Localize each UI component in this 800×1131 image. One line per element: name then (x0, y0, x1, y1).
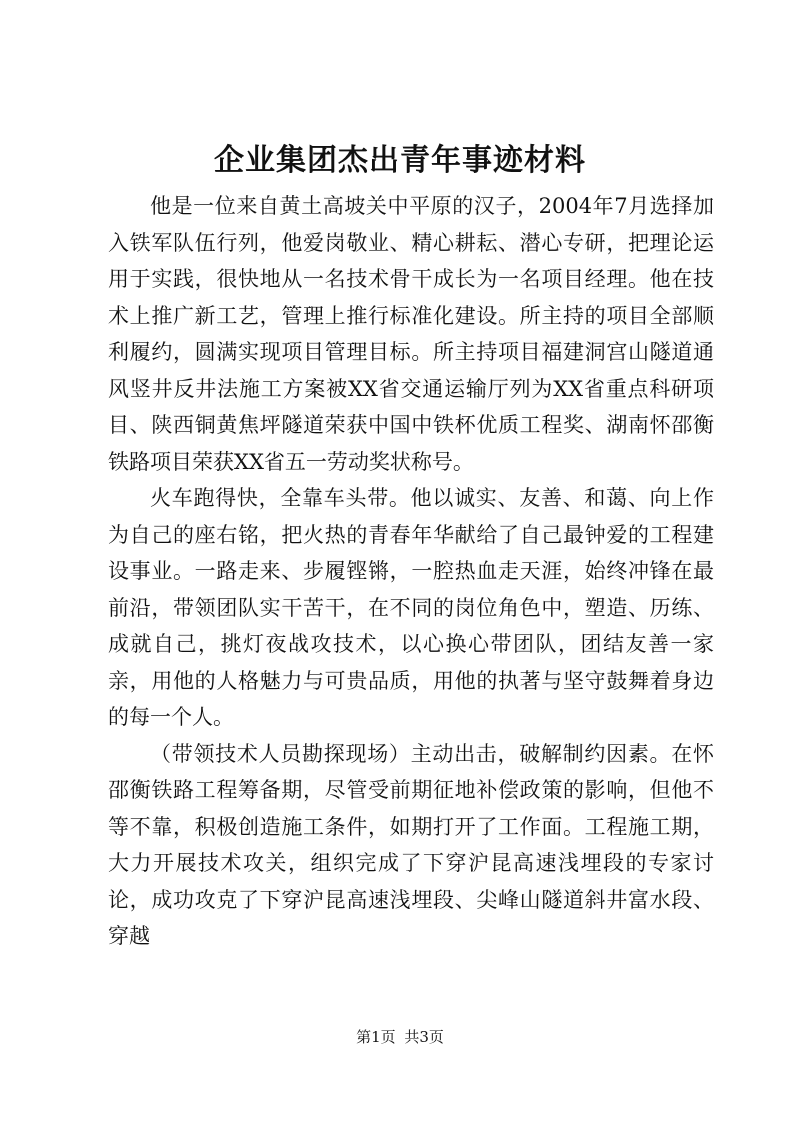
page-number: 第1页 (356, 1028, 396, 1046)
paragraph-3: （带领技术人员勘探现场）主动出击，破解制约因素。在怀邵衡铁路工程筹备期，尽管受前期征地补偿政策的影响，但他不等不靠，积极创造施工条件，如期打开了工作面。工程施工期，大力开展技术攻关，组织完成了下穿沪昆高速浅埋段的专家讨论，成功攻克了下穿沪昆高速浅埋段、尖峰山隧道斜井富水段、穿越 (108, 741, 714, 948)
page-total: 共3页 (404, 1028, 444, 1046)
document-body (108, 188, 714, 955)
paragraph-2: 火车跑得快，全靠车头带。他以诚实、友善、和蔼、向上作为自己的座右铭，把火热的青春年华献给了自己最钟爱的工程建设事业。一路走来、步履铿锵，一腔热血走天涯，始终冲锋在最前沿，带领团队实干苦干，在不同的岗位角色中，塑造、历练、成就自己，挑灯夜战攻技术，以心换心带团队，团结友善一家亲，用他的人格魅力与可贵品质，用他的执著与坚守鼓舞着身边的每一个人。 (108, 486, 714, 729)
paragraph-1: 他是一位来自黄土高坡关中平原的汉子，2004年7月选择加入铁军队伍行列，他爱岗敬业、精心耕耘、潜心专研，把理论运用于实践，很快地从一名技术骨干成长为一名项目经理。他在技术上推广新工艺，管理上推行标准化建设。所主持的项目全部顺利履约，圆满实现项目管理目标。所主持项目福建洞宫山隧道通风竖井反井法施工方案被XX省交通运输厅列为XX省重点科研项目、陕西铜黄焦坪隧道荣获中国中铁杯优质工程奖、湖南怀邵衡铁路项目荣获XX省五一劳动奖状称号。 (108, 194, 714, 474)
document-title: 企业集团杰出青年事迹材料 (214, 143, 586, 178)
page-footer (0, 1027, 800, 1047)
